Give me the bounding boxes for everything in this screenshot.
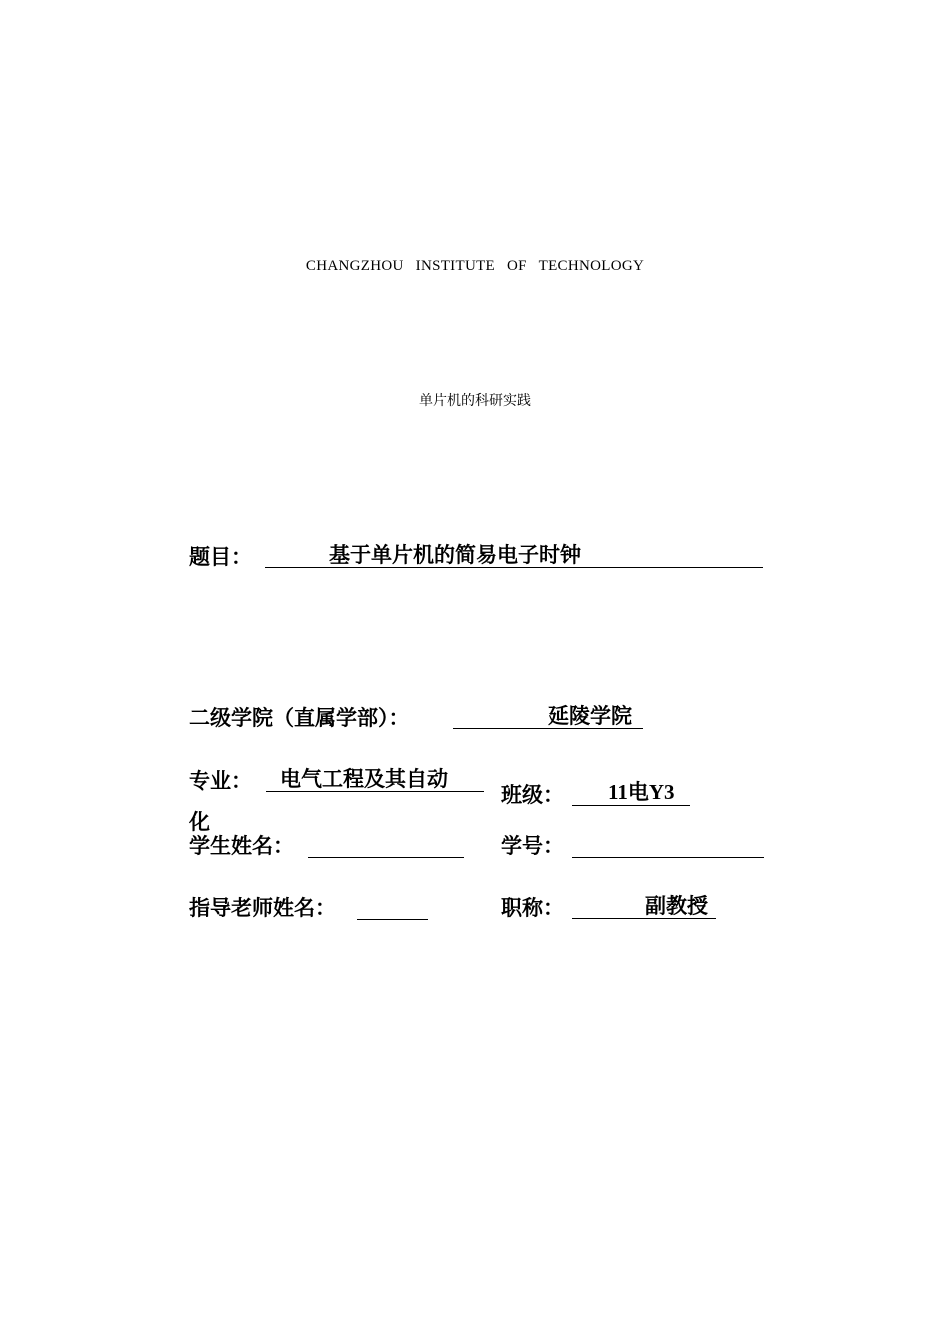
advisor-name-field: [357, 892, 428, 920]
major-field: 电气工程及其自动: [266, 765, 484, 792]
student-name-field: [308, 830, 464, 858]
rank-field: 副教授: [572, 892, 716, 919]
rank-label: 职称：: [501, 895, 564, 920]
student-id-field: [572, 830, 764, 858]
college-field: 延陵学院: [453, 702, 643, 729]
class-field: 11电Y3: [572, 779, 690, 806]
major-field-wrap: 化: [189, 809, 210, 834]
college-label: 二级学院（直属学部）：: [189, 705, 410, 730]
institute-name: CHANGZHOU INSTITUTE OF TECHNOLOGY: [305, 258, 645, 274]
class-label: 班级：: [501, 782, 564, 807]
title-field: 基于单片机的简易电子时钟: [265, 541, 763, 568]
major-label: 专业：: [189, 768, 252, 793]
advisor-name-label: 指导老师姓名：: [189, 895, 336, 920]
course-name: 单片机的科研实践: [419, 393, 531, 409]
student-name-label: 学生姓名：: [189, 833, 294, 858]
title-label: 题目：: [189, 544, 252, 569]
student-id-label: 学号：: [501, 833, 564, 858]
